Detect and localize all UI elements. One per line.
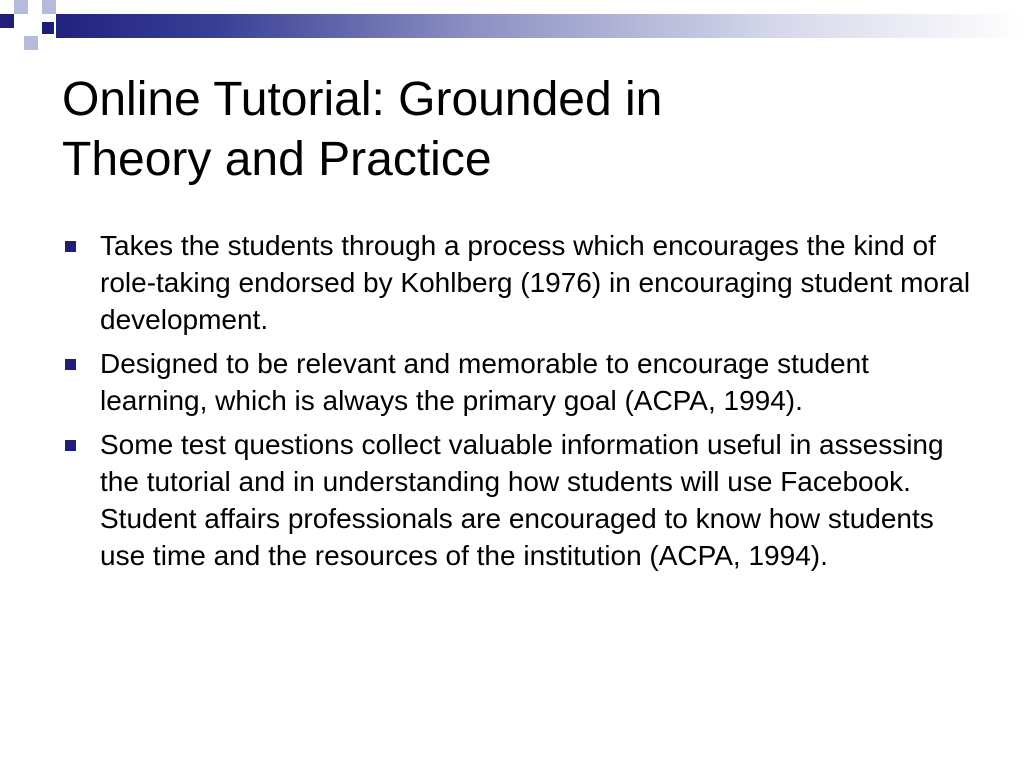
- title-line-1: Online Tutorial: Grounded in: [62, 73, 663, 126]
- bullet-item: [62, 227, 972, 338]
- square-bullet-icon: [65, 359, 76, 370]
- header-gradient-bar: [40, 14, 1024, 38]
- decor-square: [28, 0, 42, 14]
- title-line-2: Theory and Practice: [62, 133, 492, 186]
- decor-square: [42, 22, 54, 34]
- bullet-text: Takes the students through a process which encourages the kind of role-taking endorsed by Kohlberg (1976) in encouraging student moral development.: [100, 230, 971, 335]
- decor-square: [42, 0, 56, 14]
- bullet-text: Designed to be relevant and memorable to encourage student learning, which is always the primary goal (ACPA, 1994).: [100, 348, 869, 416]
- decor-square: [0, 0, 14, 14]
- decor-square: [0, 28, 14, 38]
- decor-square: [24, 36, 38, 50]
- decor-square: [14, 14, 40, 38]
- bullet-text: Some test questions collect valuable information useful in assessing the tutorial and in understanding how students will use Facebook. Student affairs professionals are encouraged to know how students use time and the resources of the institution (ACPA, 1994).: [100, 429, 944, 571]
- decor-square: [14, 0, 28, 14]
- bullet-item: [62, 426, 972, 574]
- decor-square: [0, 14, 14, 28]
- bullet-list: [62, 227, 972, 581]
- square-bullet-icon: [65, 440, 76, 451]
- bullet-item: [62, 345, 972, 419]
- square-bullet-icon: [65, 241, 76, 252]
- slide-title: [62, 70, 962, 190]
